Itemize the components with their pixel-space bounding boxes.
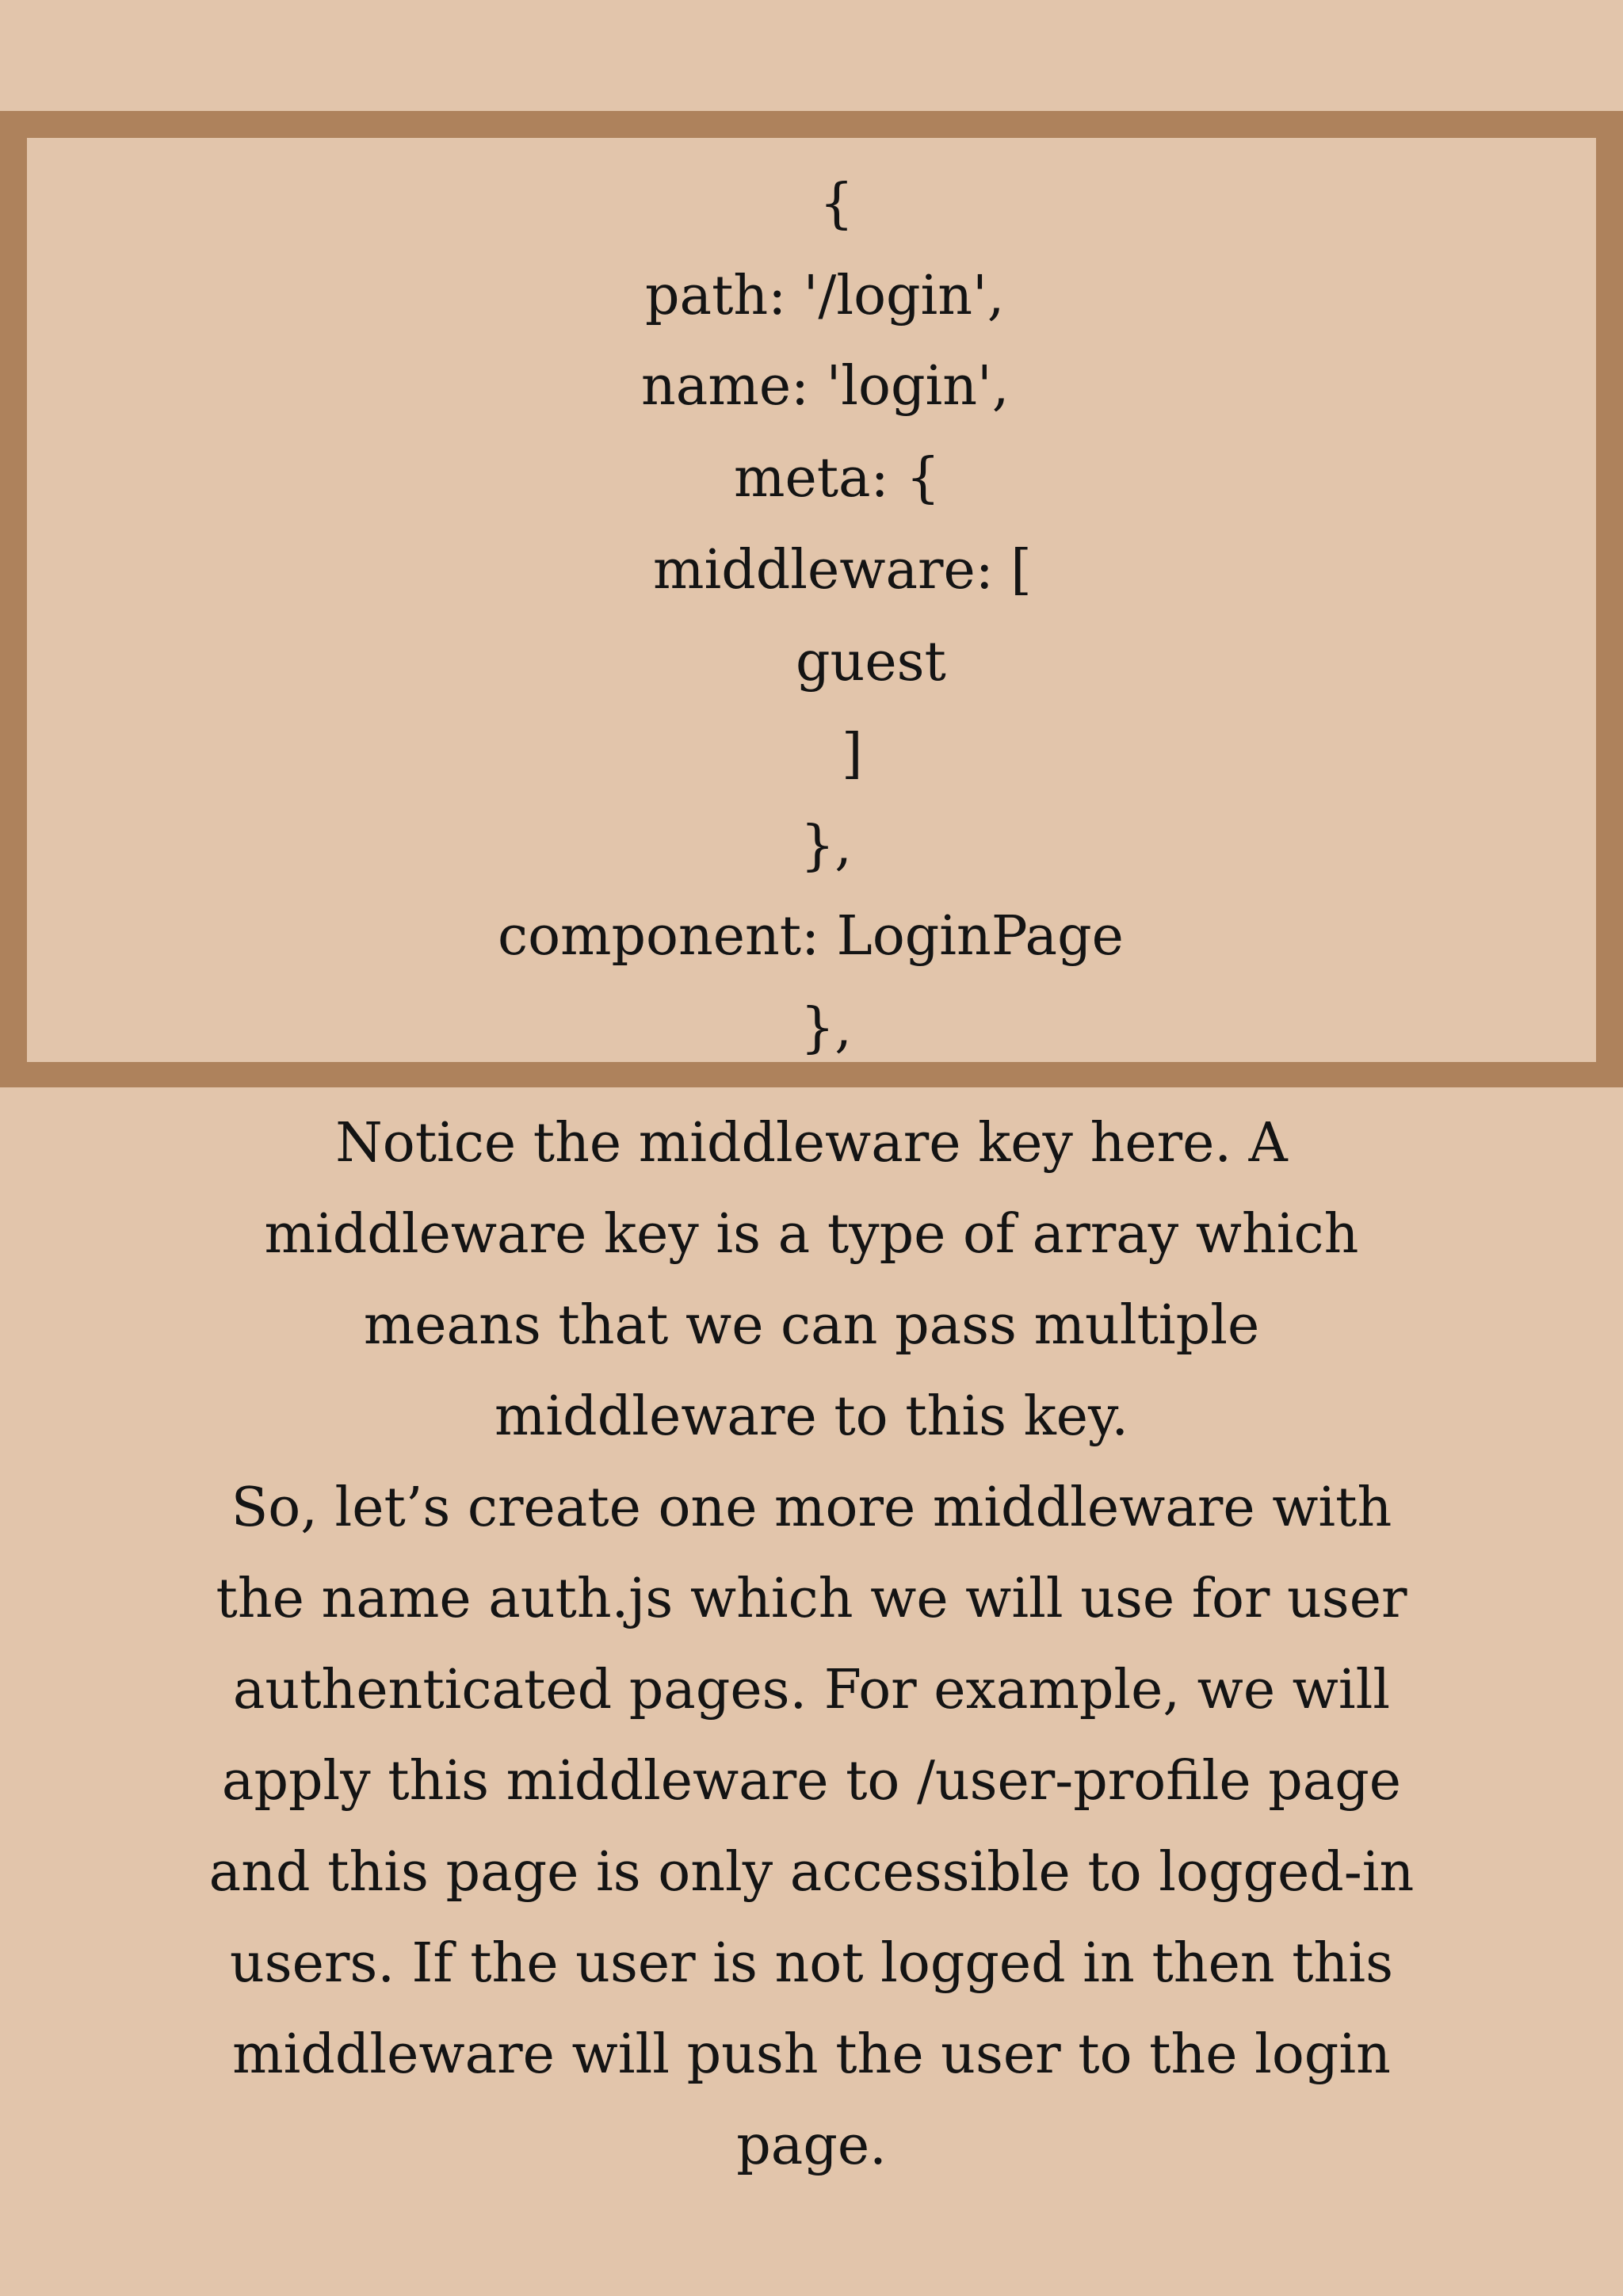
paragraph-line: authenticated pages. For example, we will: [232, 1659, 1391, 1721]
code-line: guest: [796, 631, 946, 693]
paragraph-line: middleware key is a type of array which: [264, 1203, 1359, 1266]
code-line: path: '/login',: [645, 265, 1005, 327]
code-line: meta: {: [734, 447, 941, 510]
paragraph-line: users. If the user is not logged in then this: [229, 1932, 1393, 1995]
code-snippet: [27, 138, 1596, 1062]
code-line: {: [819, 173, 854, 235]
paragraph-line: apply this middleware to /user-profile page: [221, 1750, 1402, 1813]
paragraph-line: So, let’s create one more middleware with: [231, 1477, 1392, 1539]
paragraph-line: middleware to this key.: [494, 1385, 1129, 1448]
code-line: middleware: [: [653, 539, 1032, 602]
paragraph-line: Notice the middleware key here. A: [335, 1112, 1288, 1175]
paragraph-line: and this page is only accessible to logged-in: [208, 1841, 1415, 1904]
code-line: },: [800, 815, 852, 877]
code-line: },: [800, 997, 852, 1060]
code-line: name: 'login',: [641, 355, 1010, 418]
code-snippet-frame: [0, 111, 1623, 1087]
paragraph-line: middleware will push the user to the login: [232, 2023, 1391, 2086]
paragraph-line: page.: [736, 2115, 887, 2177]
paragraph-line: the name auth.js which we will use for user: [216, 1568, 1407, 1630]
paragraph-line: means that we can pass multiple: [363, 1294, 1260, 1357]
code-line: component: LoginPage: [498, 905, 1124, 968]
code-line: ]: [842, 723, 863, 785]
